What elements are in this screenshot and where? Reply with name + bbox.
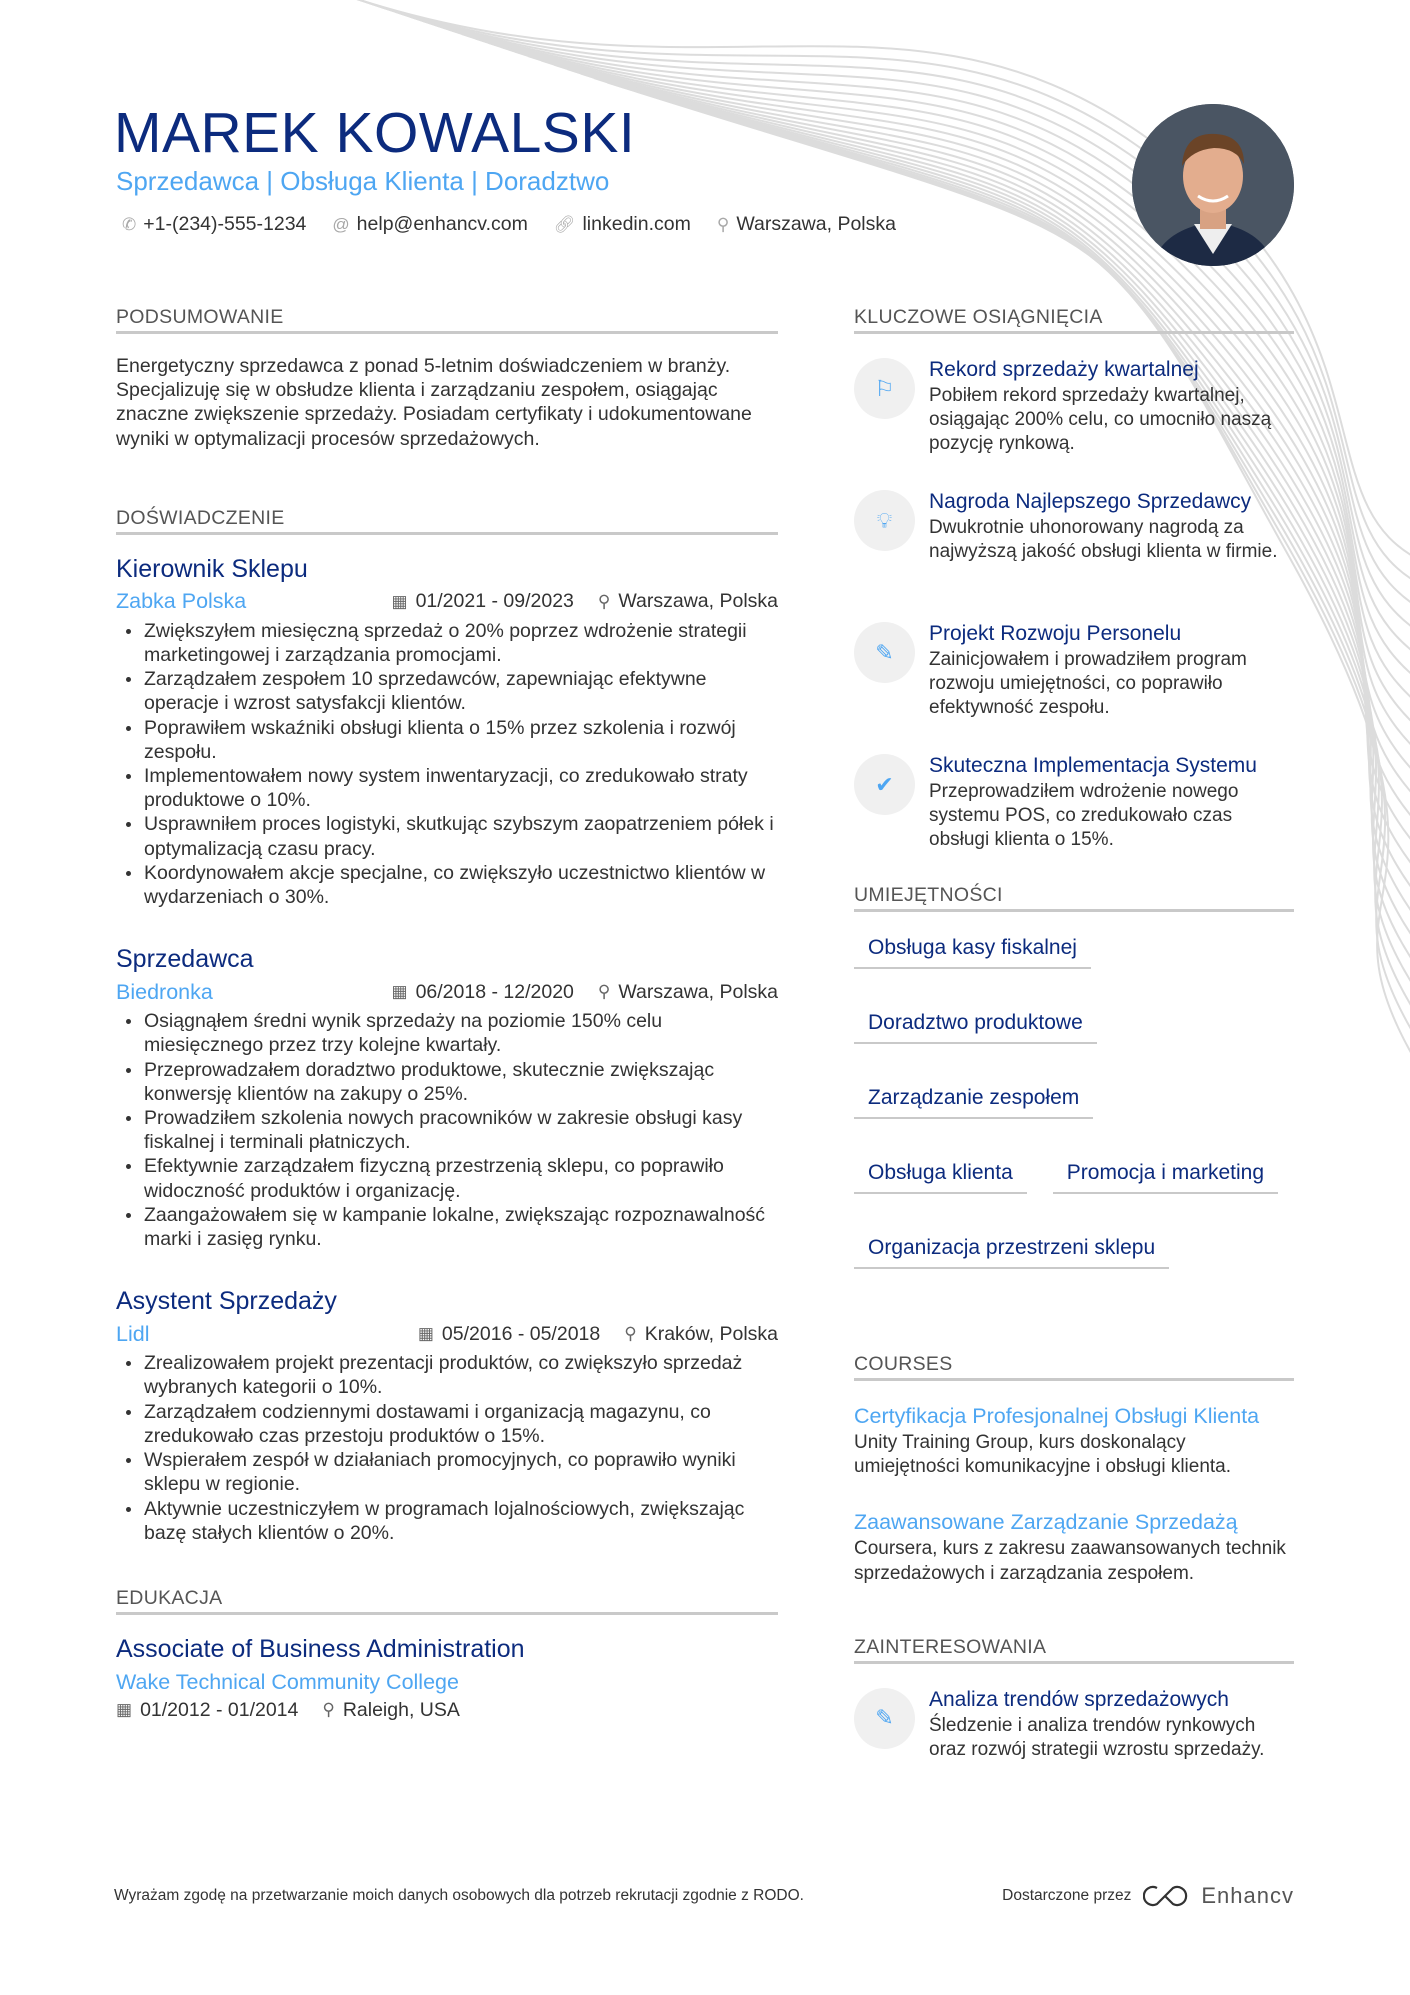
education-section — [116, 1587, 778, 1722]
education-location: Raleigh, USA — [342, 1698, 460, 1721]
job-meta-row — [116, 1319, 778, 1349]
section-heading: DOŚWIADCZENIE — [116, 507, 778, 535]
location-pin-icon: ⚲ — [624, 1324, 637, 1344]
job-entry — [116, 943, 778, 1251]
brand-name: Enhancv — [1201, 1883, 1294, 1908]
bullet-item: Zaangażowałem się w kampanie lokalne, zwiększając rozpoznawalność marki i zasięg rynku. — [116, 1203, 778, 1251]
magic-wand-icon: ✎ — [854, 1688, 915, 1749]
summary-section — [116, 306, 778, 451]
summary-text: Energetyczny sprzedawca z ponad 5-letnim doświadczeniem w branży. Specjalizuję się w obsłudze klienta i zarządzaniu zespołem, osiągając znaczne zwiększenie sprzedaży. Posiadam certyfikaty i udokumentowane wyniki w optymalizacji procesów sprzedażowych. — [116, 355, 752, 450]
bullet-item: Poprawiłem wskaźniki obsługi klienta o 15% przez szkolenia i rozwój zespołu. — [116, 716, 778, 764]
course-description: Unity Training Group, kurs doskonalący umiejętności komunikacyjne i obsługi klienta. — [854, 1432, 1232, 1478]
gdpr-consent: Wyrażam zgodę na przetwarzanie moich danych osobowych dla potrzeb rekrutacji zgodnie z RODO. — [114, 1887, 804, 1904]
job-dates — [392, 590, 574, 613]
candidate-name: MAREK KOWALSKI — [114, 101, 636, 165]
bullet-item: Usprawniłem proces logistyki, skutkując szybszym zaopatrzeniem półek i optymalizacją czasu pracy. — [116, 812, 778, 860]
item-description: Śledzenie i analiza trendów rynkowych oraz rozwój strategii wzrostu sprzedaży. — [929, 1714, 1265, 1761]
footer — [114, 1883, 1294, 1909]
item-title: Projekt Rozwoju Personelu — [929, 622, 1182, 645]
job-location — [624, 1323, 778, 1346]
job-location — [598, 981, 778, 1004]
link-text: linkedin.com — [582, 213, 691, 235]
section-heading: ZAINTERESOWANIA — [854, 1636, 1294, 1664]
powered-by[interactable] — [1002, 1883, 1294, 1909]
contact-info — [122, 213, 896, 236]
calendar-icon: ▦ — [116, 1700, 133, 1720]
link-icon: 🔗︎ — [553, 214, 576, 234]
interests-item — [854, 1686, 1294, 1796]
item-text — [929, 620, 1294, 730]
check-icon: ✔ — [854, 754, 915, 815]
bullet-item: Wspierałem zespół w działaniach promocyjnych, co poprawiło wyniki sklepu w regionie. — [116, 1448, 778, 1496]
bullet-item: Zarządzałem zespołem 10 sprzedawców, zapewniając efektywne operacje i wzrost satysfakcji klientów. — [116, 667, 778, 715]
job-dates-text: 06/2018 - 12/2020 — [415, 980, 574, 1003]
profile-photo — [1132, 104, 1294, 266]
skill-tag: Organizacja przestrzeni sklepu — [854, 1234, 1169, 1269]
achievements-item — [854, 752, 1294, 862]
item-text — [929, 488, 1294, 598]
experience-section — [116, 507, 778, 1545]
job-title: Sprzedawca — [116, 945, 254, 974]
course-entry — [854, 1401, 1294, 1479]
calendar-icon: ▦ — [391, 591, 408, 611]
contact-email[interactable] — [332, 213, 527, 236]
item-text — [929, 752, 1294, 862]
section-heading: UMIEJĘTNOŚCI — [854, 884, 1294, 912]
company-name: Lidl — [116, 1321, 150, 1346]
powered-by-label: Dostarczone przez — [1002, 1887, 1132, 1904]
location-text: Warszawa, Polska — [736, 213, 896, 235]
bullet-item: Zrealizowałem projekt prezentacji produktów, co zwiększyło sprzedaż wybranych kategorii o 10%. — [116, 1351, 778, 1399]
skill-tag: Promocja i marketing — [1053, 1159, 1278, 1194]
section-heading: PODSUMOWANIE — [116, 306, 778, 334]
company-name: Biedronka — [116, 979, 213, 1004]
skill-tag: Obsługa klienta — [854, 1159, 1027, 1194]
candidate-subtitle: Sprzedawca | Obsługa Klienta | Doradztwo — [116, 166, 610, 196]
job-location-text: Warszawa, Polska — [618, 980, 778, 1003]
course-description: Coursera, kurs z zakresu zaawansowanych technik sprzedażowych i zarządzania zespołem. — [854, 1538, 1286, 1584]
education-entry — [116, 1633, 778, 1722]
job-entry — [116, 1285, 778, 1545]
course-entry — [854, 1507, 1294, 1585]
job-dates — [392, 981, 574, 1004]
skill-tag: Doradztwo produktowe — [854, 1009, 1097, 1044]
job-dates-text: 05/2016 - 05/2018 — [441, 1322, 601, 1345]
bullet-item: Osiągnąłem średni wynik sprzedaży na poziomie 150% celu miesięcznego przez trzy kolejne kwartały. — [116, 1009, 778, 1057]
item-title: Nagroda Najlepszego Sprzedawcy — [929, 490, 1252, 513]
section-heading: EDUKACJA — [116, 1587, 778, 1615]
interests-section — [854, 1636, 1294, 1796]
item-title: Rekord sprzedaży kwartalnej — [929, 358, 1199, 381]
right-column — [854, 306, 1294, 1796]
job-dates-text: 01/2021 - 09/2023 — [415, 590, 574, 613]
item-text — [929, 1686, 1294, 1796]
location-pin-icon: ⚲ — [322, 1700, 335, 1720]
course-title: Zaawansowane Zarządzanie Sprzedażą — [854, 1510, 1238, 1535]
bullet-item: Zwiększyłem miesięczną sprzedaż o 20% poprzez wdrożenie strategii marketingowej i zarządzania promocjami. — [116, 619, 778, 667]
job-bullets — [116, 1009, 778, 1251]
job-meta — [418, 1323, 778, 1346]
job-bullets — [116, 619, 778, 909]
item-description: Dwukrotnie uhonorowany nagrodą za najwyższą jakość obsługi klienta w firmie. — [929, 517, 1278, 563]
job-dates — [418, 1323, 600, 1346]
at-icon: @ — [332, 214, 350, 234]
job-location-text: Warszawa, Polska — [618, 590, 778, 613]
item-description: Zainicjowałem i prowadziłem program rozwoju umiejętności, co poprawiło efektywność zespołu. — [929, 649, 1247, 719]
item-text — [929, 356, 1294, 466]
location-pin-icon: ⚲ — [716, 214, 730, 234]
bullet-item: Prowadziłem szkolenia nowych pracowników w zakresie obsługi kasy fiskalnej i terminali płatniczych. — [116, 1106, 778, 1154]
magic-wand-icon: ✎ — [854, 622, 915, 683]
bullet-item: Przeprowadzałem doradztwo produktowe, skutecznie zwiększając konwersję klientów na zakupy o 25%. — [116, 1058, 778, 1106]
achievements-item — [854, 356, 1294, 466]
location-pin-icon: ⚲ — [597, 591, 611, 611]
item-title: Analiza trendów sprzedażowych — [929, 1687, 1229, 1711]
degree-title: Associate of Business Administration — [116, 1634, 525, 1663]
flag-icon: ⚐ — [854, 358, 915, 419]
bullet-item: Koordynowałem akcje specjalne, co zwiększyło uczestnictwo klientów w wydarzeniach o 30%. — [116, 861, 778, 909]
job-title: Asystent Sprzedaży — [116, 1287, 337, 1316]
bullet-item: Zarządzałem codziennymi dostawami i organizacją magazynu, co zredukowało czas przestoju produktów o 15%. — [116, 1400, 778, 1448]
job-meta-row — [116, 977, 778, 1007]
job-location-text: Kraków, Polska — [644, 1322, 778, 1345]
item-description: Pobiłem rekord sprzedaży kwartalnej, osiągając 200% celu, co umocniło naszą pozycję rynkową. — [929, 385, 1272, 455]
job-bullets — [116, 1351, 778, 1545]
skill-tag: Obsługa kasy fiskalnej — [854, 934, 1091, 969]
job-meta-row — [116, 587, 778, 617]
phone-icon: ✆ — [122, 214, 137, 234]
education-dates: 01/2012 - 01/2014 — [140, 1698, 299, 1721]
contact-link[interactable] — [554, 213, 691, 236]
item-description: Przeprowadziłem wdrożenie nowego systemu POS, co zredukowało czas obsługi klienta o 15%. — [929, 781, 1239, 851]
calendar-icon: ▦ — [417, 1324, 434, 1344]
contact-phone[interactable] — [122, 213, 306, 236]
left-column — [116, 306, 778, 1722]
achievements-section — [854, 306, 1294, 862]
phone-text: +1-(234)-555-1234 — [143, 213, 307, 235]
course-title: Certyfikacja Profesjonalnej Obsługi Klienta — [854, 1404, 1260, 1428]
section-heading: KLUCZOWE OSIĄGNIĘCIA — [854, 306, 1294, 334]
education-meta — [116, 1699, 778, 1722]
company-name: Zabka Polska — [116, 589, 247, 614]
calendar-icon: ▦ — [391, 982, 408, 1002]
email-text: help@enhancv.com — [356, 213, 528, 235]
skills-section — [854, 884, 1294, 1289]
location-pin-icon: ⚲ — [597, 982, 611, 1002]
bullet-item: Implementowałem nowy system inwentaryzacji, co zredukowało straty produktowe o 10%. — [116, 764, 778, 812]
bullet-item: Aktywnie uczestniczyłem w programach lojalnościowych, zwiększając bazę stałych klientów o 20%. — [116, 1497, 778, 1545]
contact-location — [717, 213, 896, 236]
job-meta — [392, 590, 778, 613]
section-heading: COURSES — [854, 1353, 1294, 1381]
job-title: Kierownik Sklepu — [116, 554, 308, 583]
enhancv-logo-icon — [1143, 1884, 1189, 1908]
lightbulb-icon: 💡︎ — [854, 490, 915, 551]
achievements-item — [854, 488, 1294, 598]
skill-tag: Zarządzanie zespołem — [854, 1084, 1093, 1119]
job-meta — [392, 981, 778, 1004]
job-entry — [116, 553, 778, 909]
bullet-item: Efektywnie zarządzałem fizyczną przestrzenią sklepu, co poprawiło widoczność produktów i organizację. — [116, 1154, 778, 1202]
school-name: Wake Technical Community College — [116, 1669, 459, 1694]
achievements-item — [854, 620, 1294, 730]
item-title: Skuteczna Implementacja Systemu — [929, 754, 1257, 777]
job-location — [598, 590, 778, 613]
courses-section — [854, 1353, 1294, 1586]
